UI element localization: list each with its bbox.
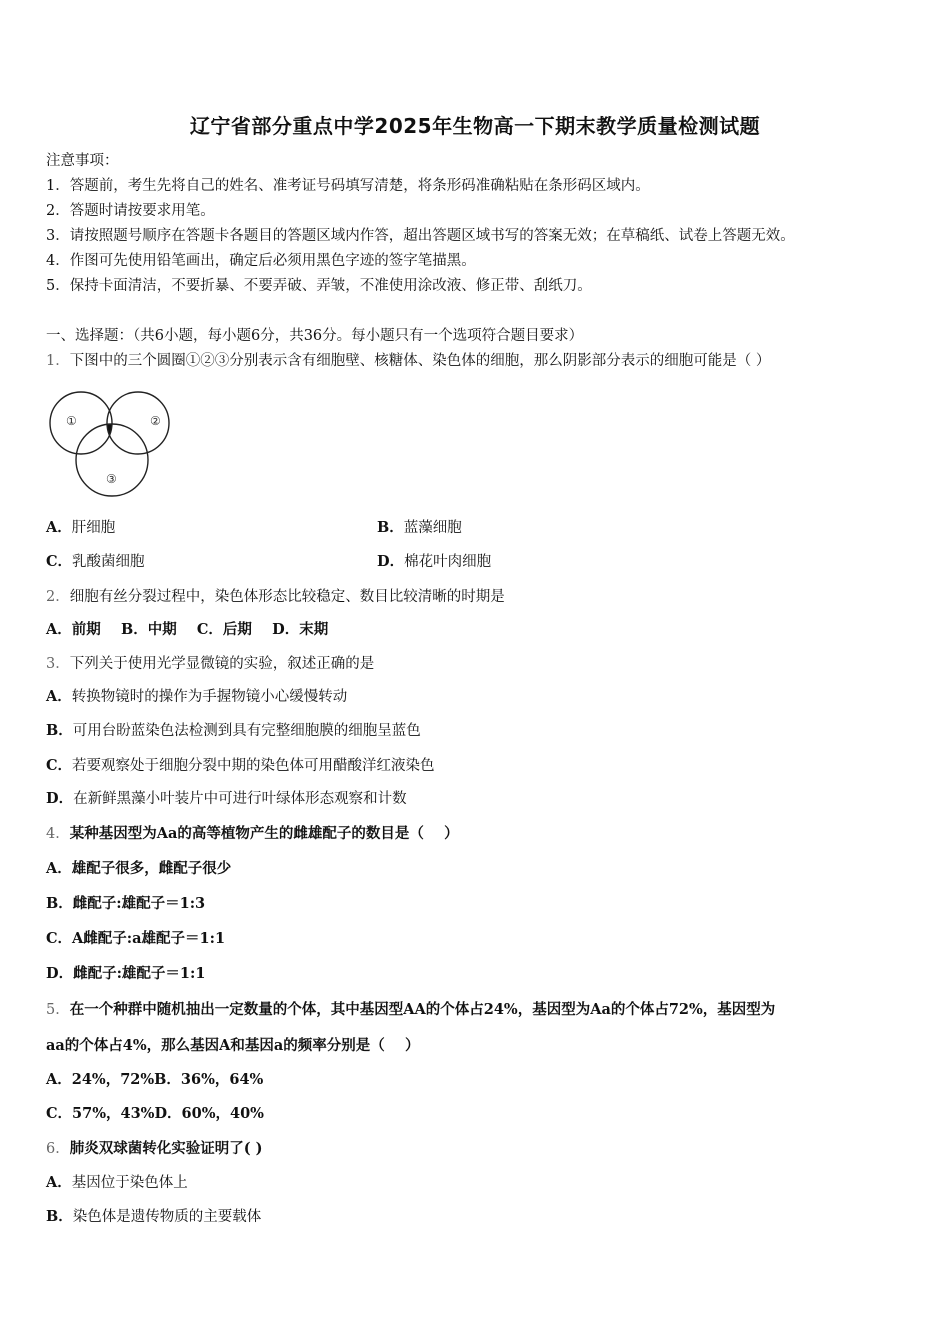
option-text: 基因位于染色体上 <box>71 1175 188 1191</box>
option-label: B． <box>46 895 73 912</box>
question-1-stem <box>46 351 770 371</box>
venn-label-2: ② <box>150 414 161 428</box>
option-text: 转换物镜时的操作为手握物镜小心缓慢转动 <box>71 689 348 705</box>
question-text: 细胞有丝分裂过程中，染色体形态比较稳定、数目比较清晰的时期是 <box>69 589 505 605</box>
venn-diagram <box>48 384 178 500</box>
note-item: 2．答题时请按要求用笔。 <box>46 203 215 219</box>
option-text: 雄配子很多，雌配子很少 <box>71 860 232 877</box>
question-2-stem <box>46 587 505 607</box>
option-b <box>46 1207 261 1227</box>
question-4-stem <box>46 824 459 844</box>
option-label: B． <box>46 722 73 739</box>
option-label: A． <box>46 688 72 705</box>
option-text: 乳酸菌细胞 <box>72 554 145 570</box>
option-text: 雌配子:雄配子＝1:3 <box>72 895 206 912</box>
option-a <box>46 518 115 538</box>
option-text: 在新鲜黑藻小叶装片中可进行叶绿体形态观察和计数 <box>73 791 407 807</box>
option-label: D． <box>377 553 405 570</box>
option-text: 染色体是遗传物质的主要载体 <box>72 1209 262 1225</box>
option-a <box>46 687 347 707</box>
option-label: C． <box>46 757 73 774</box>
option-label: A． <box>46 860 72 877</box>
option-label: C． <box>46 930 73 947</box>
option-label: D． <box>46 965 74 982</box>
option-c <box>46 756 435 776</box>
question-text: 下列关于使用光学显微镜的实验，叙述正确的是 <box>69 656 375 672</box>
option-label: B． <box>377 519 404 536</box>
question-number: 6． <box>46 1141 70 1157</box>
venn-label-1: ① <box>66 414 77 428</box>
option-a <box>46 859 231 879</box>
option-text: 蓝藻细胞 <box>403 520 462 536</box>
note-item: 3．请按照题号顺序在答题卡各题目的答题区域内作答，超出答题区域书写的答案无效；在草稿纸、试卷上答题无效。 <box>46 228 795 244</box>
option-a <box>46 1173 188 1193</box>
question-5-options-row-1: A．24%，72%B．36%，64% <box>46 1071 264 1088</box>
option-c <box>46 929 225 949</box>
question-5-stem <box>46 1000 775 1020</box>
question-number: 4． <box>46 826 70 842</box>
question-text: 肺炎双球菌转化实验证明了( ) <box>69 1140 263 1157</box>
option-d <box>46 789 407 809</box>
question-6-stem <box>46 1139 263 1159</box>
option-c <box>46 552 145 572</box>
option-d <box>46 964 205 984</box>
option-text: A雌配子:a雄配子＝1:1 <box>72 930 226 947</box>
question-number: 3． <box>46 656 70 672</box>
option-b <box>46 721 421 741</box>
option-b <box>377 518 462 538</box>
note-item: 4．作图可先使用铅笔画出，确定后必须用黑色字迹的签字笔描黑。 <box>46 253 476 269</box>
question-number: 5． <box>46 1002 70 1018</box>
question-text: 在一个种群中随机抽出一定数量的个体，其中基因型AA的个体占24%，基因型为Aa的个体占72%，基因型为 <box>69 1001 776 1018</box>
option-text: 棉花叶肉细胞 <box>404 554 492 570</box>
option-label: B． <box>46 1208 73 1225</box>
page-title: 辽宁省部分重点中学2025年生物高一下期末教学质量检测试题 <box>189 114 761 138</box>
option-label: C． <box>46 553 73 570</box>
question-5-options-row-2: C．57%，43%D．60%，40% <box>46 1105 264 1122</box>
option-b <box>46 894 205 914</box>
option-d <box>377 552 491 572</box>
option-label: D． <box>46 790 74 807</box>
option-text: 可用台盼蓝染色法检测到具有完整细胞膜的细胞呈蓝色 <box>72 723 421 739</box>
question-number: 1． <box>46 353 70 369</box>
note-item: 1．答题前，考生先将自己的姓名、准考证号码填写清楚，将条形码准确粘贴在条形码区域内。 <box>46 178 650 194</box>
option-text: 肝细胞 <box>71 520 116 536</box>
circle-1 <box>50 392 112 454</box>
question-text: 下图中的三个圆圈①②③分别表示含有细胞壁、核糖体、染色体的细胞，那么阴影部分表示的细胞可能是（ ） <box>69 353 771 369</box>
question-number: 2． <box>46 589 70 605</box>
question-2-options: A．前期 B．中期 C．后期 D．末期 <box>46 621 329 638</box>
section-heading: 一、选择题：（共6小题，每小题6分，共36分。每小题只有一个选项符合题目要求） <box>46 328 584 344</box>
question-text: 某种基因型为Aa的高等植物产生的雌雄配子的数目是（ ） <box>69 825 459 842</box>
question-3-stem <box>46 654 374 674</box>
option-text: 雌配子:雄配子＝1:1 <box>73 965 206 982</box>
option-label: A． <box>46 519 72 536</box>
question-5-stem-continued: aa的个体占4%，那么基因A和基因a的频率分别是（ ） <box>46 1037 420 1054</box>
notes-heading: 注意事项： <box>46 153 119 169</box>
note-item: 5．保持卡面清洁，不要折暴、不要弄破、弄皱，不准使用涂改液、修正带、刮纸刀。 <box>46 278 592 294</box>
option-label: A． <box>46 1174 72 1191</box>
venn-label-3: ③ <box>106 472 117 486</box>
option-text: 若要观察处于细胞分裂中期的染色体可用醋酸洋红液染色 <box>72 758 435 774</box>
